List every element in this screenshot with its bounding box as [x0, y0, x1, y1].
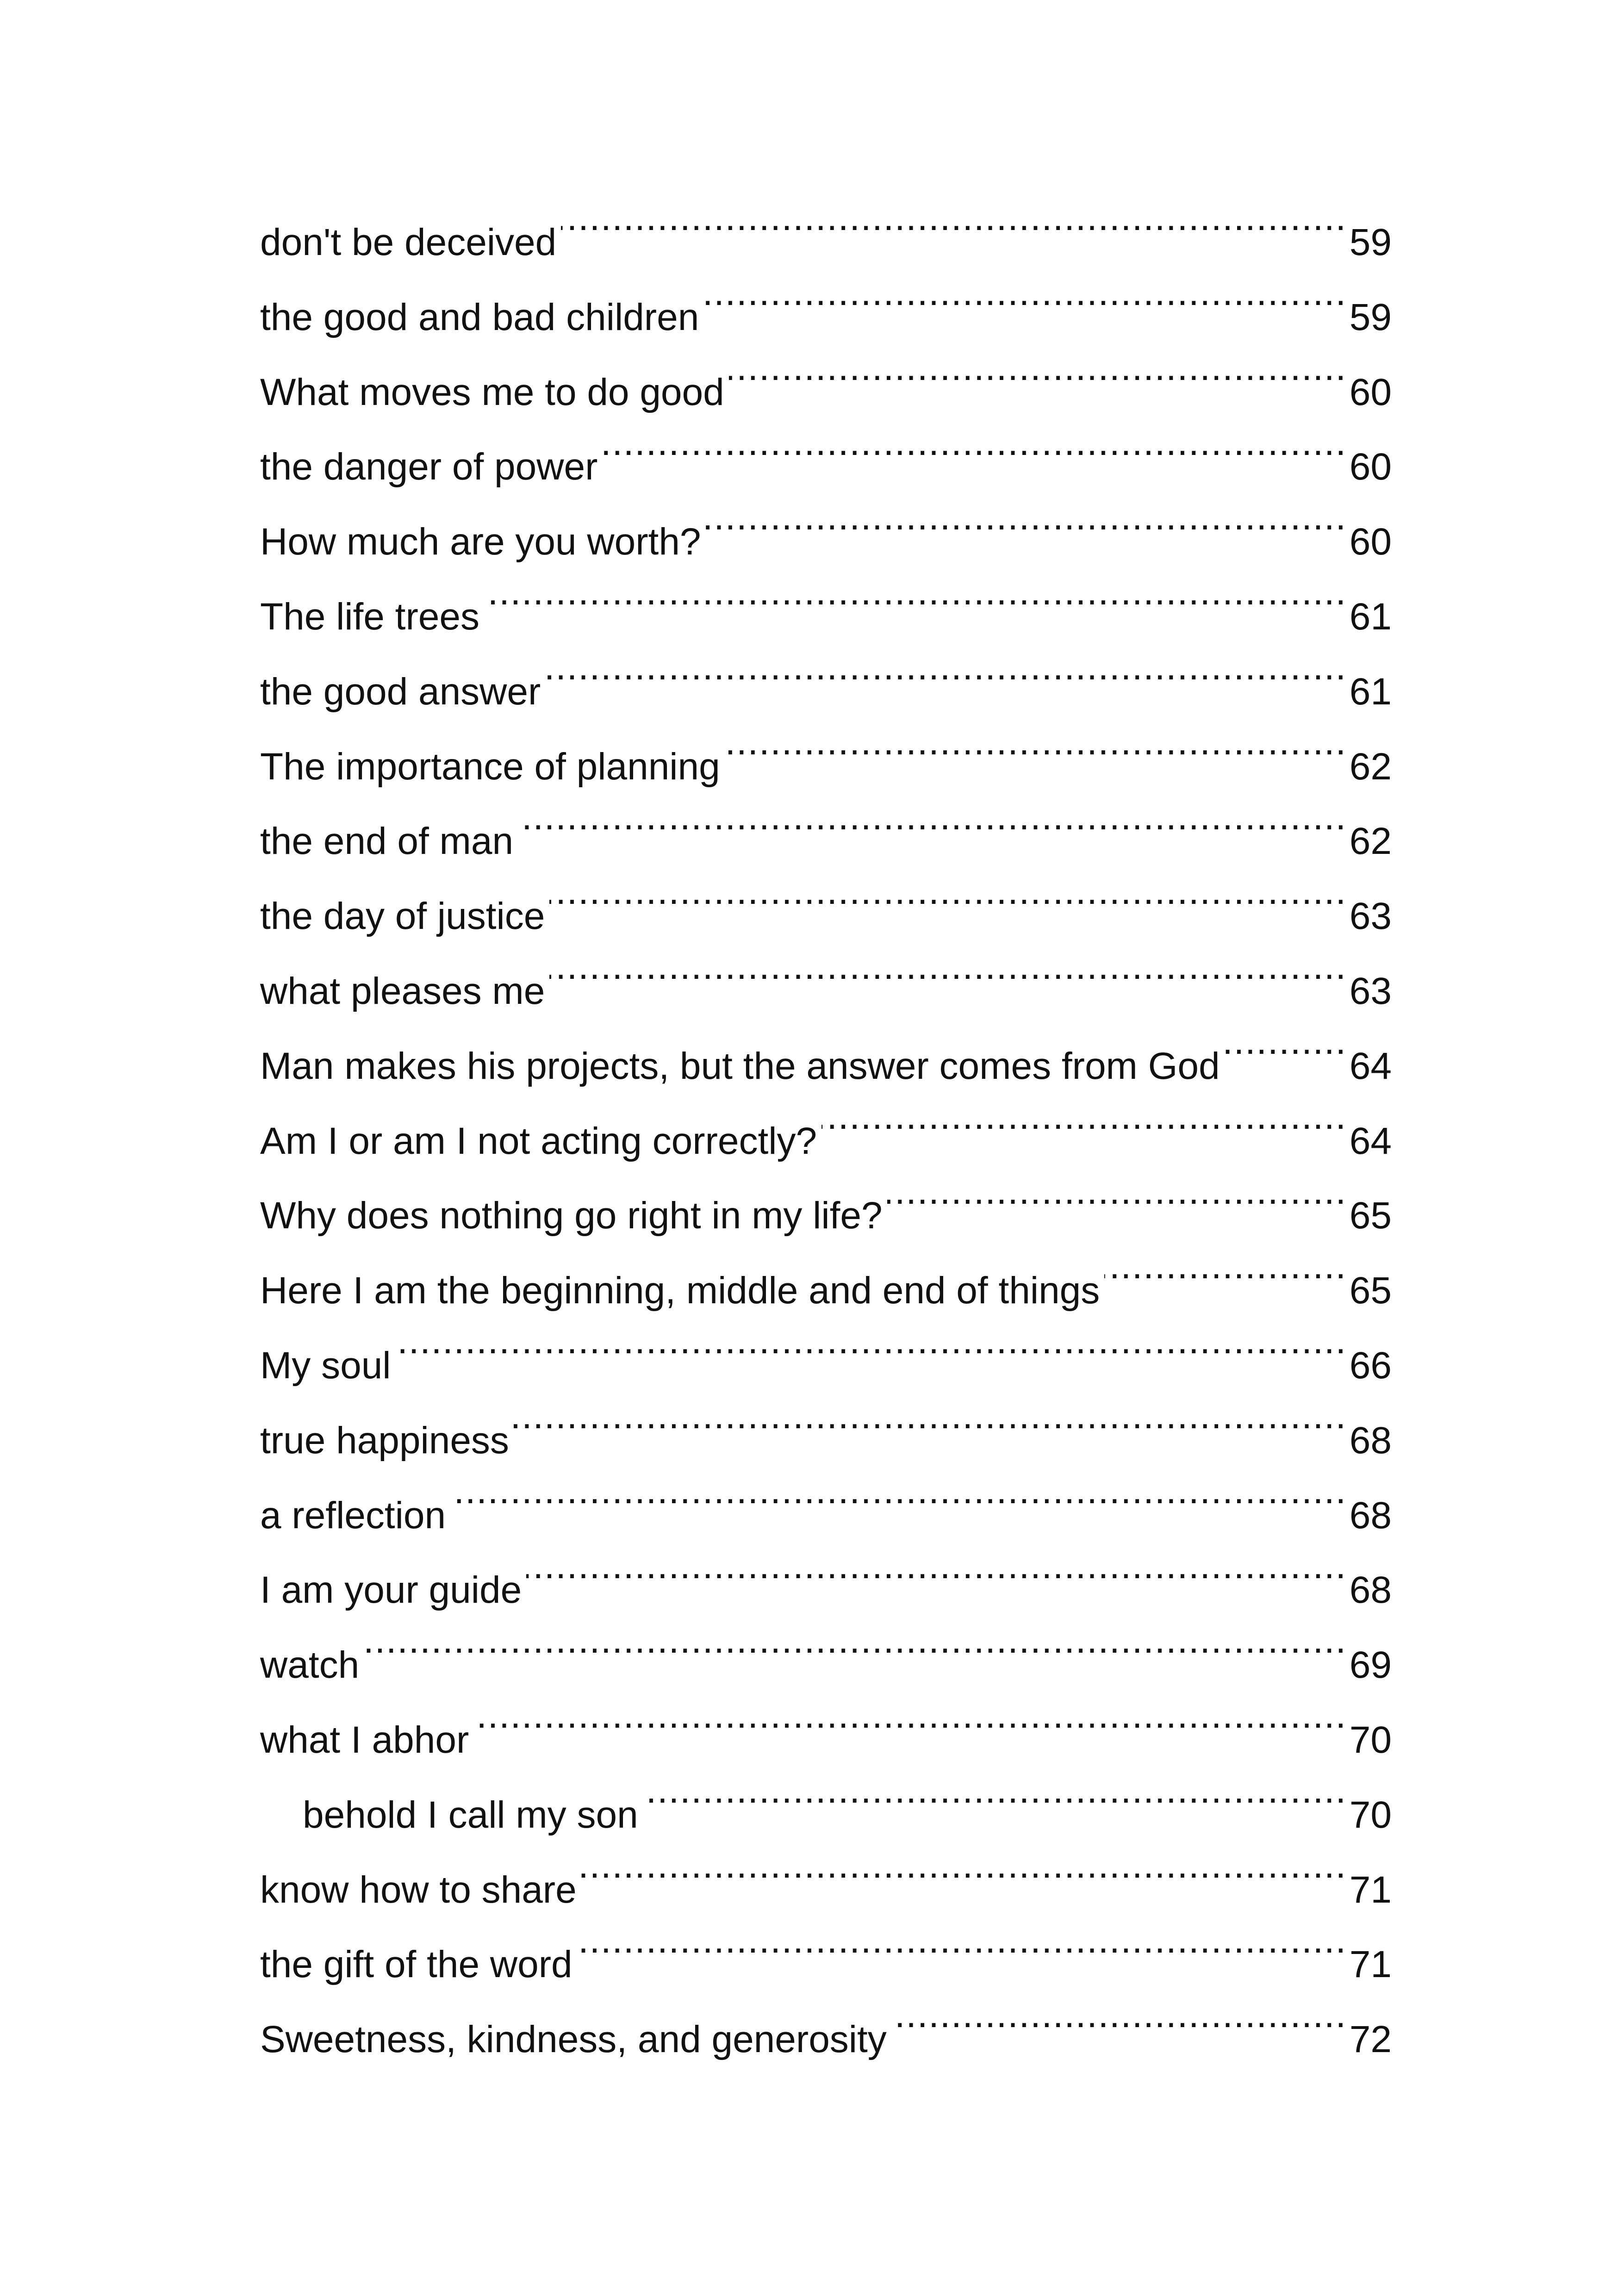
toc-entry-page-number: 62	[1349, 745, 1392, 788]
toc-entry-title: the end of man	[260, 820, 514, 863]
toc-entry[interactable]	[260, 1927, 1392, 2002]
dot-leader	[561, 217, 1347, 255]
toc-entry[interactable]	[260, 879, 1392, 954]
toc-entry-title: what I abhor	[260, 1718, 469, 1761]
toc-entry-title: My soul	[260, 1344, 391, 1387]
toc-entry[interactable]	[260, 504, 1392, 579]
toc-entry-page-number: 63	[1349, 895, 1392, 938]
toc-entry-page-number: 70	[1349, 1718, 1392, 1761]
dot-leader	[887, 1190, 1347, 1228]
toc-entry-title: The life trees	[260, 595, 479, 638]
table-of-contents	[260, 205, 1392, 2077]
toc-entry-page-number: 60	[1349, 446, 1392, 488]
toc-entry[interactable]	[260, 1029, 1392, 1104]
toc-entry-title: Why does nothing go right in my life?	[260, 1195, 883, 1237]
dot-leader	[484, 591, 1347, 629]
dot-leader	[706, 516, 1347, 554]
toc-entry-page-number: 59	[1349, 296, 1392, 338]
toc-entry-title: What moves me to do good	[260, 371, 724, 413]
toc-entry[interactable]	[260, 729, 1392, 804]
toc-entry[interactable]	[260, 1778, 1392, 1853]
dot-leader	[643, 1790, 1347, 1828]
toc-entry-page-number: 68	[1349, 1569, 1392, 1612]
dot-leader	[821, 1116, 1347, 1154]
toc-entry-title: behold I call my son	[303, 1793, 638, 1836]
dot-leader	[703, 292, 1346, 330]
toc-entry-title: Sweetness, kindness, and generosity	[260, 2018, 887, 2061]
toc-entry-page-number: 71	[1349, 1943, 1392, 1986]
toc-entry[interactable]	[260, 954, 1392, 1029]
toc-entry[interactable]	[260, 1104, 1392, 1179]
toc-entry[interactable]	[260, 1178, 1392, 1253]
toc-entry-title: a reflection	[260, 1494, 446, 1537]
toc-entry-title: what pleases me	[260, 970, 545, 1012]
dot-leader	[725, 741, 1347, 779]
dot-leader	[729, 367, 1347, 405]
dot-leader	[1225, 1041, 1347, 1079]
toc-entry-title: How much are you worth?	[260, 521, 701, 563]
toc-entry[interactable]	[260, 654, 1392, 729]
toc-entry-title: I am your guide	[260, 1569, 522, 1612]
dot-leader	[518, 816, 1347, 854]
toc-entry-page-number: 63	[1349, 970, 1392, 1012]
toc-entry[interactable]	[260, 579, 1392, 654]
dot-leader	[545, 666, 1346, 704]
toc-entry[interactable]	[260, 804, 1392, 879]
dot-leader	[1104, 1265, 1346, 1303]
dot-leader	[473, 1715, 1347, 1753]
toc-entry[interactable]	[260, 1628, 1392, 1703]
toc-entry[interactable]	[260, 205, 1392, 280]
toc-entry[interactable]	[260, 1403, 1392, 1478]
toc-entry-page-number: 69	[1349, 1644, 1392, 1686]
toc-entry-page-number: 70	[1349, 1793, 1392, 1836]
toc-entry-title: the gift of the word	[260, 1943, 573, 1986]
dot-leader	[514, 1415, 1347, 1453]
toc-entry-title: the good answer	[260, 670, 541, 713]
toc-entry-title: the danger of power	[260, 446, 598, 488]
toc-entry-page-number: 60	[1349, 371, 1392, 413]
toc-entry-page-number: 61	[1349, 595, 1392, 638]
dot-leader	[549, 966, 1346, 1004]
toc-entry-page-number: 65	[1349, 1269, 1392, 1312]
toc-entry[interactable]	[260, 1553, 1392, 1628]
toc-entry-title: the good and bad children	[260, 296, 699, 338]
toc-entry-page-number: 65	[1349, 1195, 1392, 1237]
dot-leader	[396, 1340, 1347, 1378]
toc-entry-page-number: 62	[1349, 820, 1392, 863]
dot-leader	[364, 1640, 1347, 1678]
toc-entry-title: watch	[260, 1644, 360, 1686]
toc-entry-title: Man makes his projects, but the answer comes from God	[260, 1045, 1220, 1087]
toc-entry-page-number: 60	[1349, 521, 1392, 563]
dot-leader	[891, 2014, 1347, 2052]
toc-entry-title: the day of justice	[260, 895, 545, 938]
toc-entry-page-number: 71	[1349, 1868, 1392, 1911]
toc-entry[interactable]	[260, 2002, 1392, 2077]
dot-leader	[526, 1565, 1347, 1603]
toc-entry-page-number: 59	[1349, 221, 1392, 263]
dot-leader	[549, 891, 1346, 929]
toc-entry-page-number: 72	[1349, 2018, 1392, 2061]
toc-entry-title: Here I am the beginning, middle and end of things	[260, 1269, 1100, 1312]
toc-entry[interactable]	[260, 1253, 1392, 1328]
toc-entry[interactable]	[260, 429, 1392, 504]
toc-entry-title: don't be deceived	[260, 221, 557, 263]
toc-entry[interactable]	[260, 1703, 1392, 1778]
toc-entry[interactable]	[260, 1853, 1392, 1928]
toc-entry[interactable]	[260, 355, 1392, 430]
toc-entry[interactable]	[260, 1328, 1392, 1403]
toc-entry-page-number: 64	[1349, 1045, 1392, 1087]
toc-entry-page-number: 61	[1349, 670, 1392, 713]
dot-leader	[450, 1490, 1347, 1528]
toc-entry-page-number: 66	[1349, 1344, 1392, 1387]
toc-entry-page-number: 68	[1349, 1494, 1392, 1537]
toc-entry-title: Am I or am I not acting correctly?	[260, 1120, 817, 1162]
toc-entry[interactable]	[260, 1478, 1392, 1553]
toc-entry-title: know how to share	[260, 1868, 577, 1911]
dot-leader	[577, 1939, 1347, 1977]
dot-leader	[581, 1865, 1347, 1903]
toc-entry-title: true happiness	[260, 1419, 509, 1462]
toc-entry-page-number: 68	[1349, 1419, 1392, 1462]
toc-entry-page-number: 64	[1349, 1120, 1392, 1162]
toc-entry-title: The importance of planning	[260, 745, 720, 788]
toc-entry[interactable]	[260, 280, 1392, 355]
dot-leader	[602, 442, 1346, 479]
